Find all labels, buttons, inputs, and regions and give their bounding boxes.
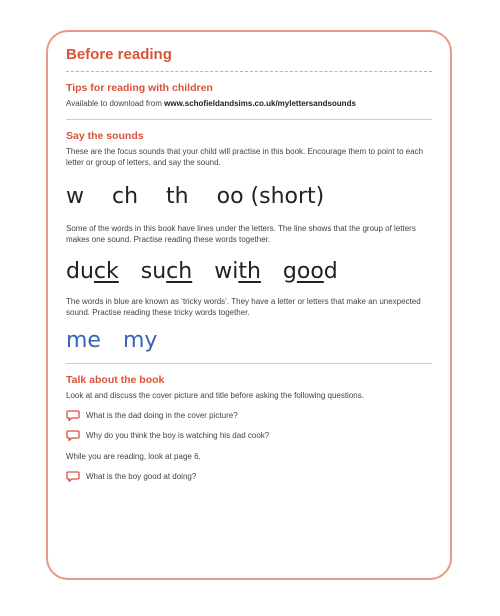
practice-word: with [214, 259, 261, 284]
practice-words [66, 259, 432, 284]
question-text: What is the boy good at doing? [86, 472, 197, 481]
talk-heading: Talk about the book [66, 374, 165, 386]
focus-sound: oo (short) [216, 184, 325, 209]
before-reading-card [46, 30, 452, 580]
focus-sound: th [166, 184, 189, 209]
focus-sound: ch [112, 184, 139, 209]
practice-word: duck [66, 259, 119, 284]
tricky-word: me [66, 328, 101, 353]
sounds-heading: Say the sounds [66, 130, 144, 142]
while-reading-text: While you are reading, look at page 6. [66, 452, 201, 461]
speech-bubble-icon [66, 410, 80, 421]
words-intro: Some of the words in this book have lines under the letters. The line shows that the group of letters makes one sound. Practise reading these words together. [66, 224, 416, 244]
tips-url: www.schofieldandsims.co.uk/mylettersandsounds [164, 99, 356, 108]
section-divider [66, 363, 432, 364]
tips-heading: Tips for reading with children [66, 82, 213, 94]
focus-sound: w [66, 184, 84, 209]
tricky-word: my [122, 328, 158, 353]
section-divider [66, 119, 432, 120]
talk-intro: Look at and discuss the cover picture and title before asking the following questions. [66, 391, 364, 400]
tricky-intro: The words in blue are known as ‘tricky words’. They have a letter or letters that make an unexpected sound. Practise reading these tricky words together. [66, 297, 421, 317]
question-item [66, 471, 432, 482]
page-title: Before reading [66, 46, 172, 63]
question-item [66, 430, 432, 441]
question-item [66, 410, 432, 421]
speech-bubble-icon [66, 471, 80, 482]
question-text: What is the dad doing in the cover picture? [86, 411, 238, 420]
title-divider [66, 71, 432, 72]
tips-text [66, 98, 432, 109]
question-text: Why do you think the boy is watching his dad cook? [86, 431, 270, 440]
practice-word: such [140, 259, 193, 284]
tricky-words [66, 328, 432, 353]
speech-bubble-icon [66, 430, 80, 441]
practice-word: good [282, 259, 338, 284]
focus-sounds [66, 184, 432, 209]
sounds-intro: These are the focus sounds that your child will practise in this book. Encourage them to point to each letter or group of letters, and say the sound. [66, 147, 424, 167]
tips-text-prefix: Available to download from [66, 99, 162, 108]
